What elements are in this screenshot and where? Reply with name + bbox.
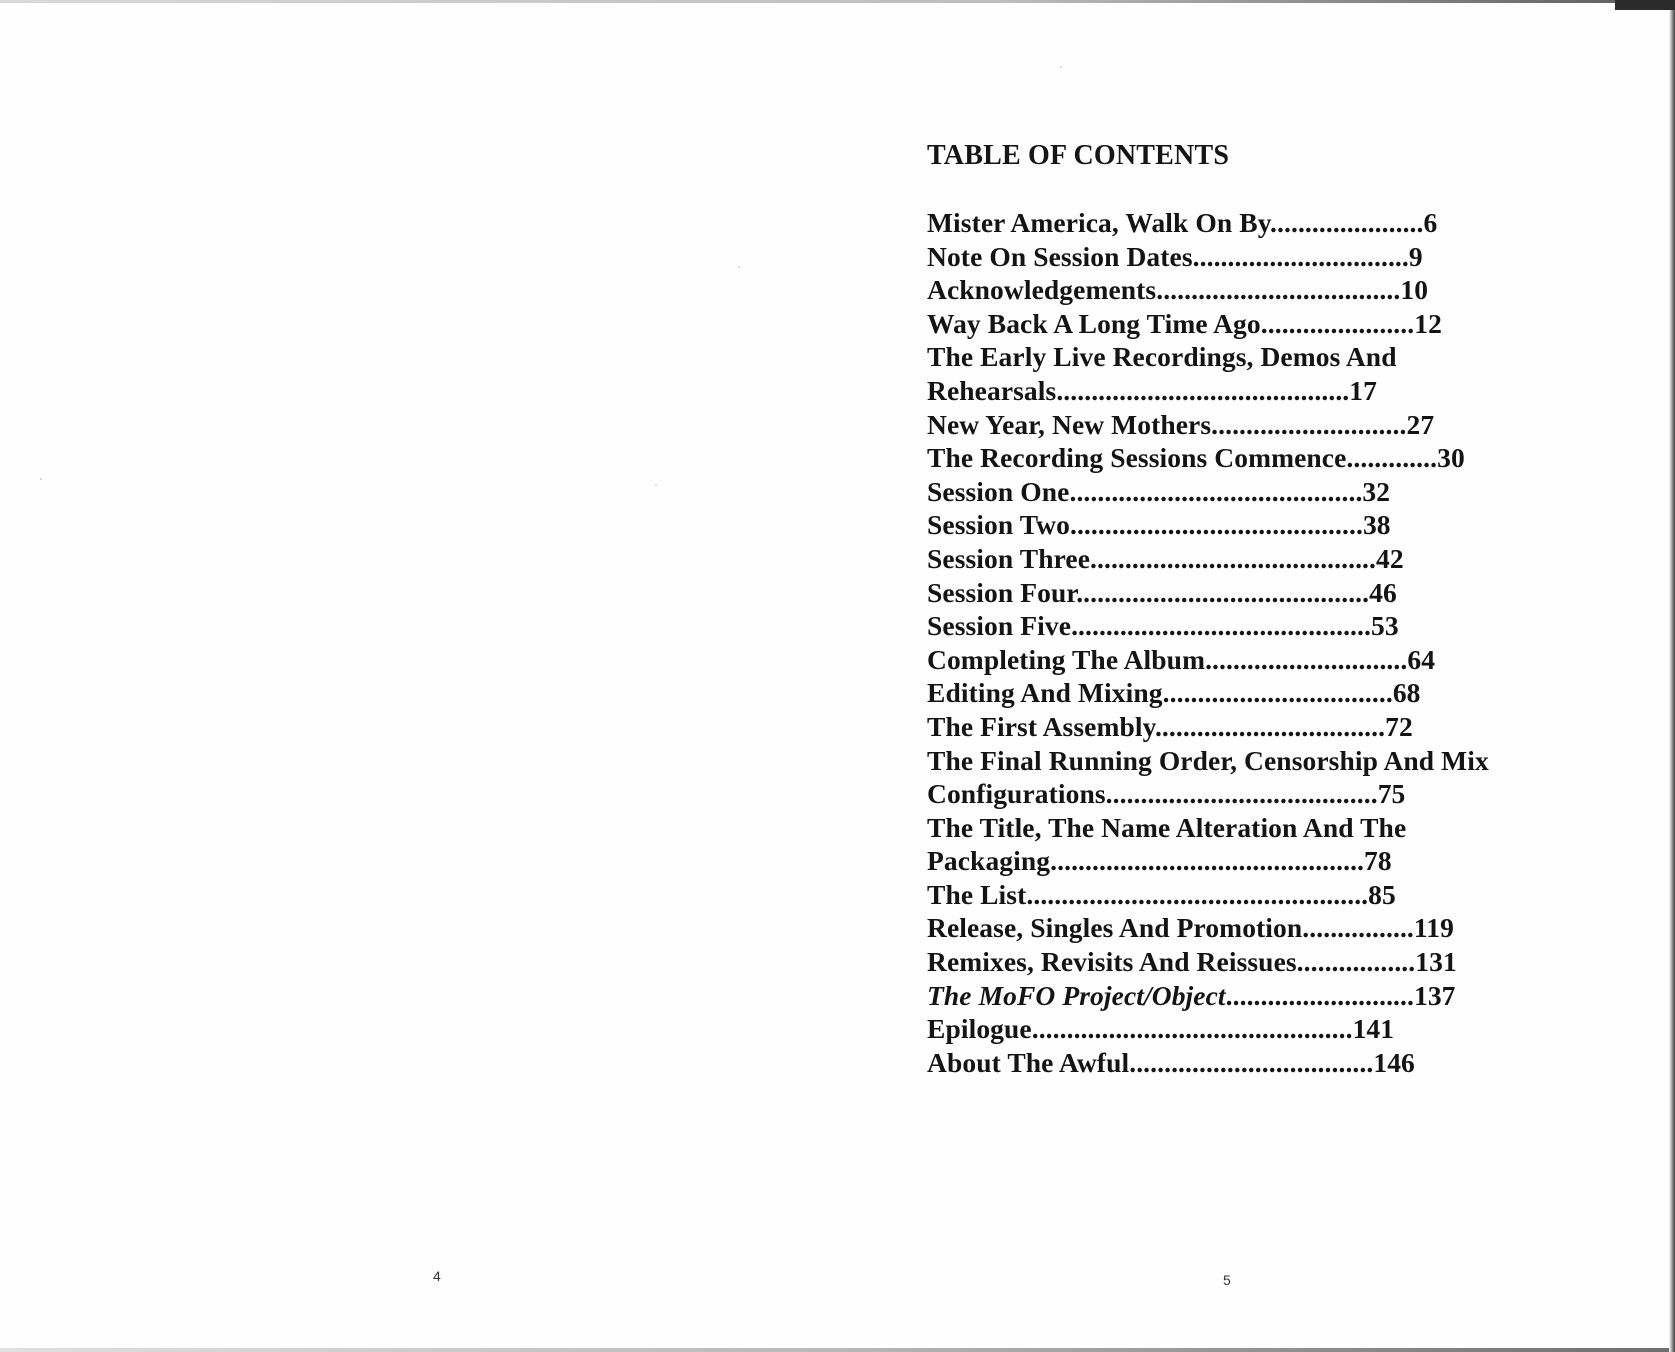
toc-entry-title: Rehearsals [927,374,1057,406]
toc-entry-leader: .............................................. [1031,1013,1353,1045]
scan-speck [40,478,42,480]
toc-entry-leader: ........................... [1225,979,1414,1011]
toc-entry-page: 6 [1423,207,1438,238]
toc-entry-leader: ................. [1296,946,1416,978]
toc-entry-page: 141 [1352,1013,1395,1045]
scan-speck [655,484,657,486]
right-page-content [927,140,1547,1079]
toc-entry [927,475,1547,509]
toc-entry-title: Configurations [927,778,1106,810]
toc-entry-leader: ............................ [1211,408,1407,440]
toc-entry-title: Way Back A Long Time Ago [927,307,1261,339]
toc-entry [927,508,1547,542]
scan-edge-bottom [0,1348,1675,1352]
toc-entry [927,441,1547,475]
toc-entry-page: 27 [1406,408,1435,440]
scan-corner-shadow [1615,0,1675,10]
toc-entry-title: Session Five [927,610,1072,642]
toc-entry-leader: ......................................... [1090,542,1377,574]
toc-entry [927,609,1547,643]
toc-entry-leader: ............................. [1205,643,1408,675]
toc-entry-title: Session Four [927,576,1077,608]
toc-entry-page: 72 [1385,710,1413,742]
toc-entry [927,744,1547,778]
toc-entry-page: 75 [1377,778,1406,810]
toc-entry-leader: ............. [1346,442,1438,474]
toc-entry [927,878,1547,912]
toc-entry-page: 78 [1364,845,1392,877]
toc-entry-leader: ...................... [1270,207,1424,238]
toc-entry-leader: ............................................. [1050,845,1365,877]
toc-entry-title: Acknowledgements [927,274,1157,306]
toc-entry [927,1012,1547,1046]
toc-entry-leader: .......................................... [1069,509,1363,541]
toc-entry [927,710,1547,744]
toc-entry-leader: ................ [1302,912,1414,944]
toc-entry-page: 42 [1376,542,1404,574]
toc-entry-title: Note On Session Dates [927,240,1193,272]
toc-entry-leader: ...................... [1260,307,1415,339]
toc-entry [927,643,1547,677]
toc-entry-page: 64 [1407,643,1436,675]
toc-entry [927,408,1547,442]
toc-entry-title: Release, Singles And Promotion [927,912,1303,944]
toc-entry [927,206,1547,240]
toc-entry [927,911,1547,945]
toc-entry [927,240,1547,274]
toc-entry [927,979,1547,1013]
toc-entry [927,676,1547,710]
toc-entry-title: Session Two [927,509,1070,541]
toc-entry-title: The MoFO Project/Object [927,979,1226,1011]
toc-entry-title: Packaging [927,845,1051,877]
toc-entry-page: 137 [1413,979,1456,1011]
toc-entry-page: 12 [1414,307,1442,339]
toc-entry [927,340,1547,374]
toc-entry-leader: ................................... [1156,274,1401,306]
toc-entry-title: Epilogue [927,1013,1032,1045]
toc-entry-leader: ........................................... [1071,610,1371,642]
toc-entry-page: 85 [1368,878,1396,910]
toc-entry-leader: ....................................... [1105,778,1378,810]
toc-entry-leader: ................................................. [1026,878,1369,910]
toc-entry-page: 17 [1349,374,1377,406]
toc-entry-title: Mister America, Walk On By [927,207,1271,238]
toc-entry-title: Remixes, Revisits And Reissues [927,946,1297,978]
scan-edge-top [0,0,1675,3]
toc-entry-page: 119 [1413,912,1454,944]
toc-entry-title: The List [927,878,1027,910]
toc-entry-title: Completing The Album [927,643,1206,675]
toc-entry-title: The Early Live Recordings, Demos And [927,341,1397,373]
scan-edge-right [1669,0,1675,1352]
scan-speck [1060,66,1062,68]
left-page-number: 4 [433,1268,441,1284]
toc-entry-title: The Final Running Order, Censorship And Mix [927,744,1489,776]
toc-entry [927,844,1547,878]
toc-entry [927,307,1547,341]
toc-entry-leader: ................................. [1154,710,1386,742]
toc-entry-page: 68 [1392,677,1421,709]
toc-entry-title: Session Three [927,542,1091,574]
toc-entry-page: 10 [1400,274,1429,306]
toc-entry-leader: ................................. [1162,677,1393,709]
toc-entry-title: Session One [927,475,1070,507]
toc-entry [927,576,1547,610]
toc-entry-leader: .......................................... [1069,475,1363,507]
toc-entry-title: New Year, New Mothers [927,408,1212,440]
toc-entry-title: Editing And Mixing [927,677,1163,709]
toc-list [927,206,1547,1079]
toc-entry-leader: .......................................... [1056,374,1350,406]
toc-entry-title: The Title, The Name Alteration And The [927,811,1407,843]
toc-entry-page: 32 [1362,475,1391,507]
toc-entry [927,777,1547,811]
toc-entry-page: 146 [1373,1046,1415,1078]
toc-entry-page: 53 [1371,610,1399,642]
toc-entry [927,945,1547,979]
toc-entry [927,273,1547,307]
toc-entry-leader: ................................... [1129,1046,1374,1078]
toc-entry-leader: ............................... [1192,240,1409,272]
toc-entry-title: The Recording Sessions Commence [927,442,1347,474]
toc-entry [927,1046,1547,1080]
toc-entry-page: 38 [1362,509,1391,541]
toc-entry-page: 9 [1408,240,1423,272]
toc-entry [927,811,1547,845]
toc-entry-page: 46 [1369,576,1397,608]
right-page-number: 5 [1223,1272,1231,1288]
toc-entry-title: The First Assembly [927,710,1155,742]
toc-entry-page: 30 [1437,442,1465,474]
toc-entry [927,374,1547,408]
scan-speck [738,266,740,268]
toc-entry-page: 131 [1415,946,1457,978]
toc-entry-title: About The Awful [927,1046,1130,1078]
toc-entry-leader: .......................................... [1076,576,1370,608]
toc-entry [927,542,1547,576]
toc-heading: TABLE OF CONTENTS [927,140,1230,171]
